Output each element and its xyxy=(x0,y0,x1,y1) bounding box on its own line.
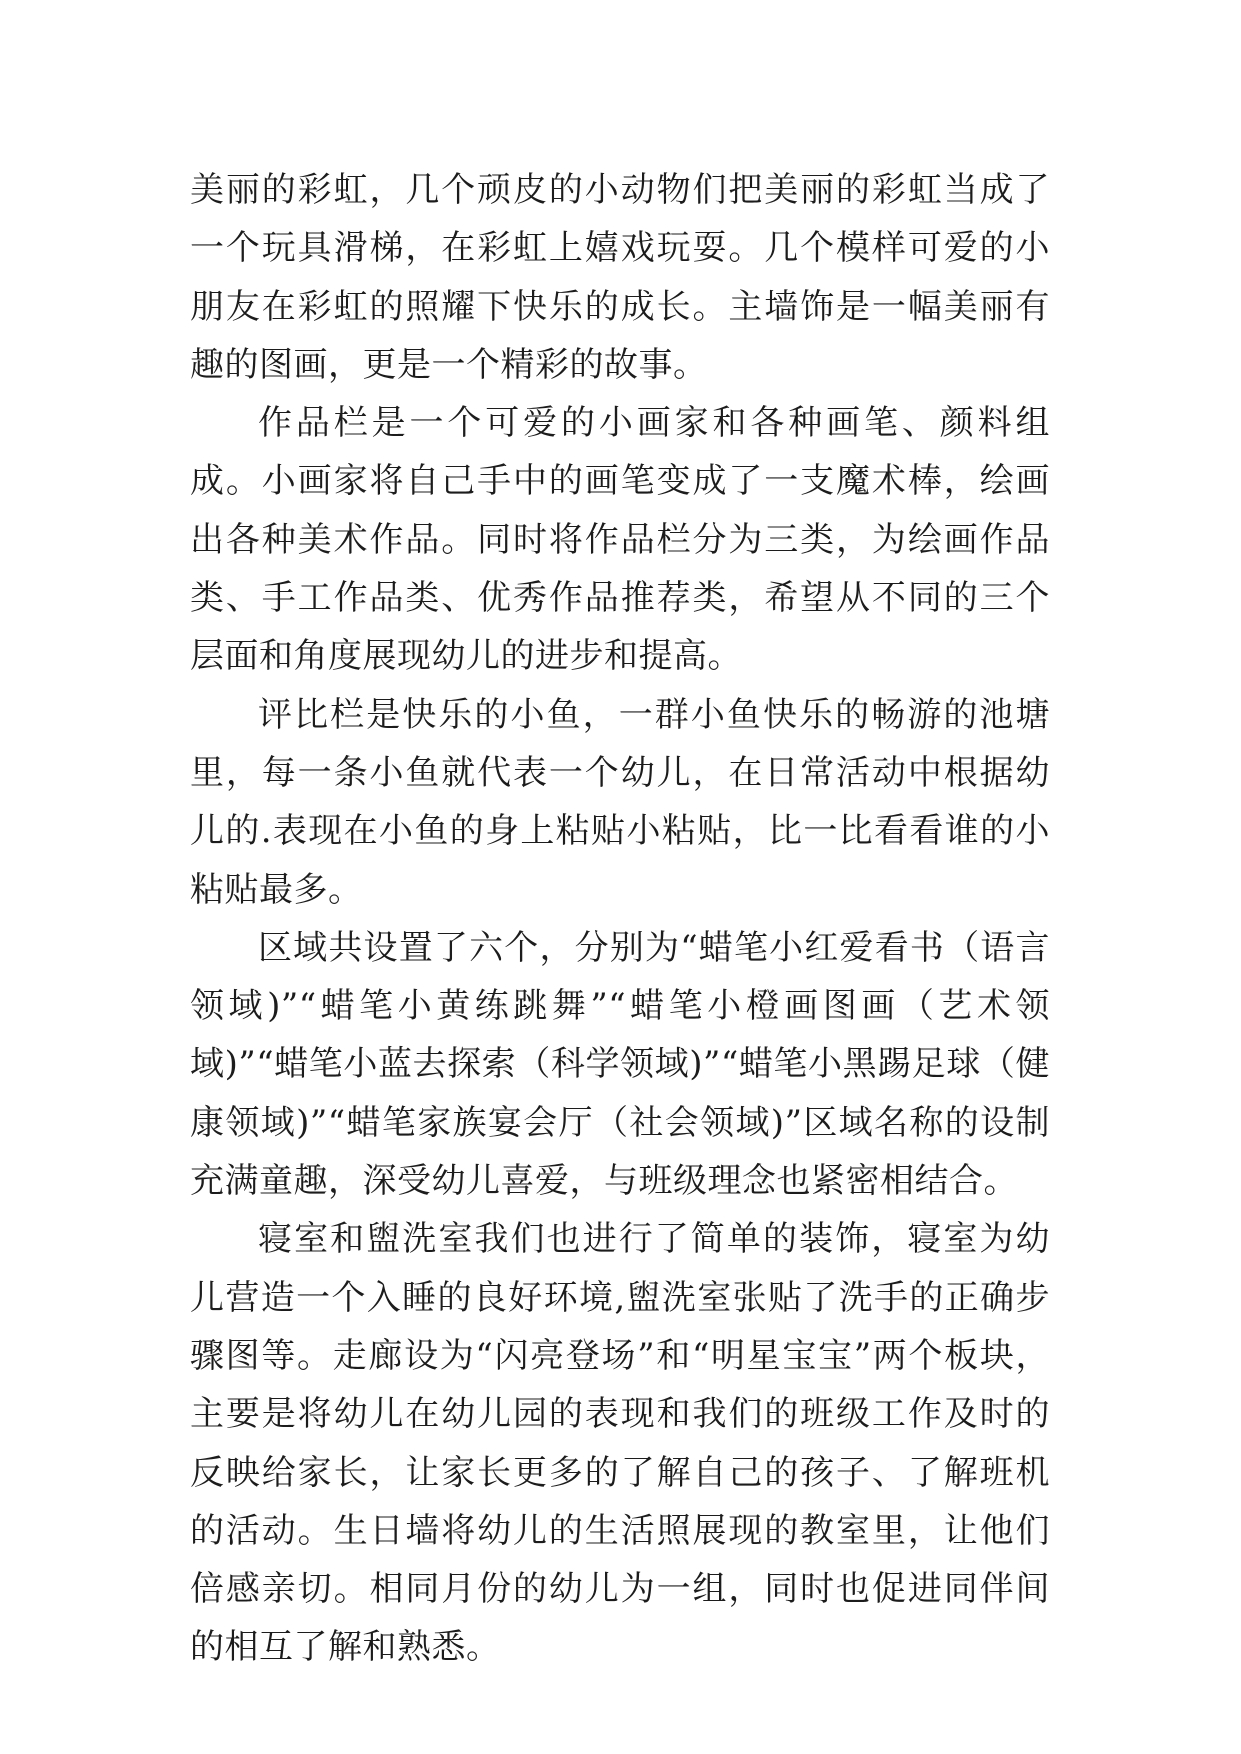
paragraph-dormitory-washroom: 寝室和盥洗室我们也进行了简单的装饰，寝室为幼儿营造一个入睡的良好环境,盥洗室张贴了洗手的正确步骤图等。走廊设为“闪亮登场”和“明星宝宝”两个板块，主要是将幼儿在幼儿园的表现和我们的班级工作及时的反映给家长，让家长更多的了解自己的孩子、了解班机的活动。生日墙将幼儿的生活照展现的教室里，让他们倍感亲切。相同月份的幼儿为一组，同时也促进同伴间的相互了解和熟悉。 xyxy=(190,1219,1050,1668)
paragraph-rainbow-wall: 美丽的彩虹，几个顽皮的小动物们把美丽的彩虹当成了一个玩具滑梯，在彩虹上嬉戏玩耍。几个模样可爱的小朋友在彩虹的照耀下快乐的成长。主墙饰是一幅美丽有趣的图画，更是一个精彩的故事。 xyxy=(190,170,1050,385)
paragraph-activity-areas: 区域共设置了六个，分别为“蜡笔小红爱看书（语言领域)”“蜡笔小黄练跳舞”“蜡笔小橙画图画（艺术领域)”“蜡笔小蓝去探索（科学领域)”“蜡笔小黑踢足球（健康领域)”“蜡笔家族宴会厅（社会领域)”区域名称的设制充满童趣，深受幼儿喜爱，与班级理念也紧密相结合。 xyxy=(190,927,1050,1202)
document-body xyxy=(190,161,1050,1677)
paragraph-artwork-board: 作品栏是一个可爱的小画家和各种画笔、颜料组成。小画家将自己手中的画笔变成了一支魔术棒，绘画出各种美术作品。同时将作品栏分为三类，为绘画作品类、手工作品类、优秀作品推荐类，希望从不同的三个层面和角度展现幼儿的进步和提高。 xyxy=(190,403,1050,677)
paragraph-rating-board: 评比栏是快乐的小鱼，一群小鱼快乐的畅游的池塘里，每一条小鱼就代表一个幼儿，在日常活动中根据幼儿的.表现在小鱼的身上粘贴小粘贴，比一比看看谁的小粘贴最多。 xyxy=(190,694,1050,910)
